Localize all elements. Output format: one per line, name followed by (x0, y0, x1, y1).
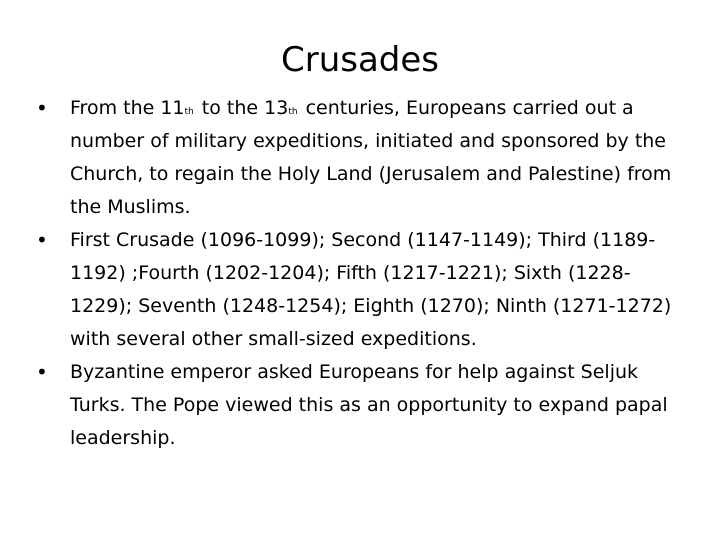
superscript: th (288, 107, 298, 117)
bullet-text: First Crusade (1096-1099); Second (1147-1149); Third (1189-1192) ;Fourth (1202-1204); Fifth (1217-1221); Sixth (1228-1229); Seventh (1248-1254); Eighth (1270); Ninth (1271-1272) with several other small-sized expeditions. (70, 229, 672, 350)
bullet-item-3 (36, 356, 686, 455)
bullet-item-1 (36, 92, 686, 224)
bullet-text: Byzantine emperor asked Europeans for help against Seljuk Turks. The Pope viewed this as an opportunity to expand papal leadership. (70, 361, 668, 449)
bullet-text: From the 11 (70, 97, 185, 119)
bullet-item-2 (36, 224, 686, 356)
bullet-marker: • (36, 360, 48, 384)
bullet-list (36, 92, 686, 455)
superscript: th (184, 107, 194, 117)
bullet-text: centuries, Europeans carried out a number of military expeditions, initiated and sponsored by the Church, to regain the Holy Land (Jerusalem and Palestine) from the Muslims. (70, 97, 672, 218)
bullet-marker: • (36, 96, 48, 120)
bullet-text: to the 13 (195, 97, 289, 119)
slide-title: Crusades (280, 40, 440, 80)
bullet-marker: • (36, 228, 48, 252)
